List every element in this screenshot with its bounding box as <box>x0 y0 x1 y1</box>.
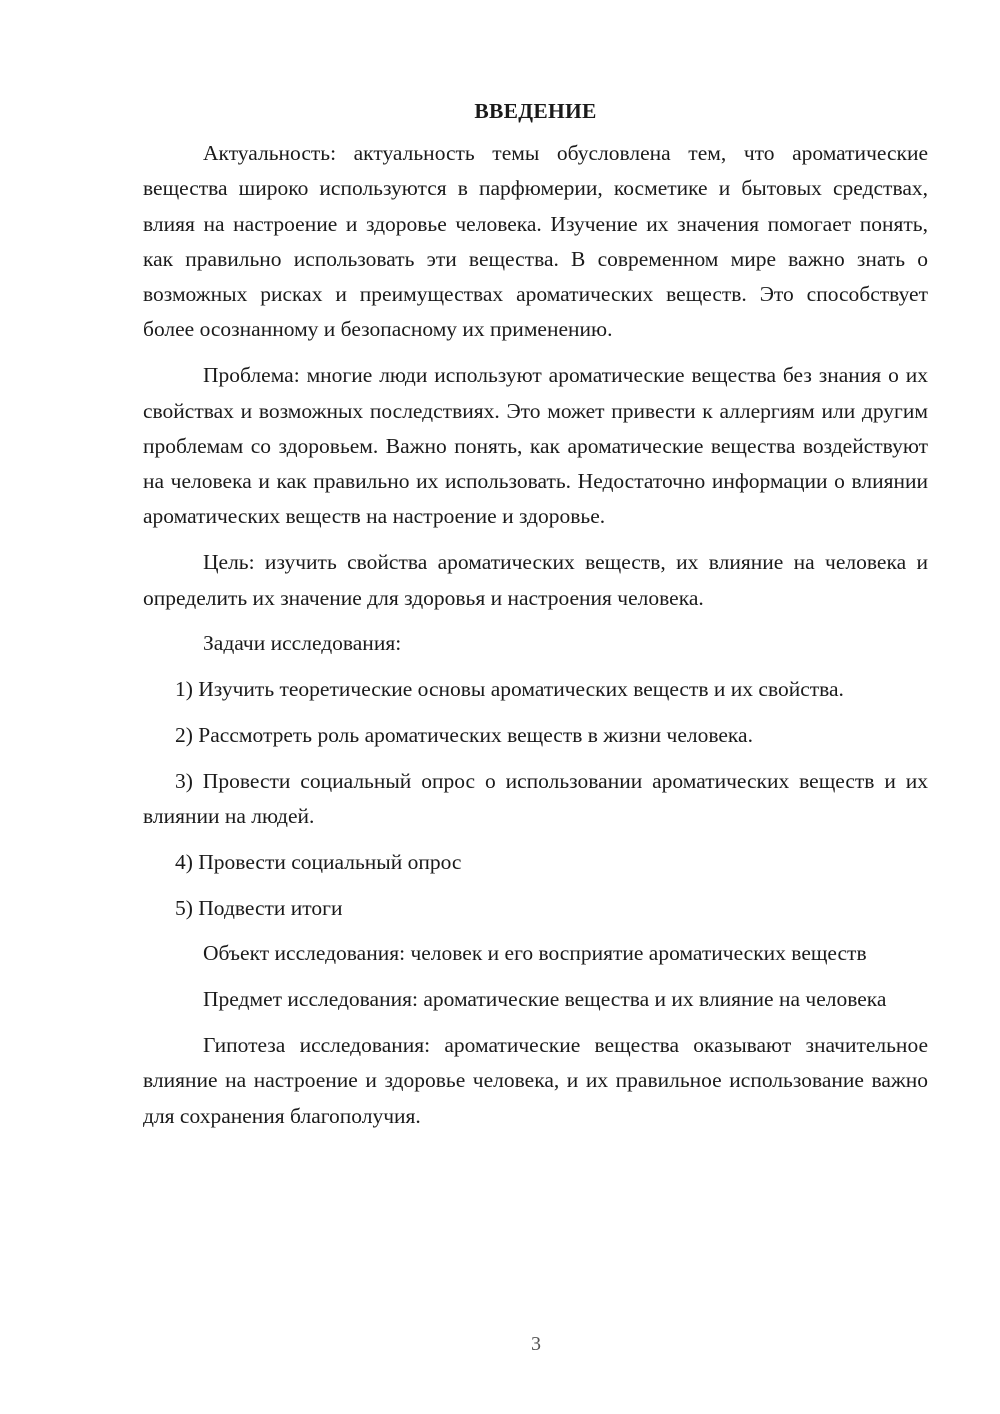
relevance-paragraph: Актуальность: актуальность темы обусловлена тем, что ароматические вещества широко используются в парфюмерии, косметике и бытовых средствах, влияя на настроение и здоровье человека. Изучение их значения помогает понять, как правильно использовать эти вещества. В современном мире важно знать о возможных рисках и преимуществах ароматических веществ. Это способствует более осознанному и безопасному их применению. <box>143 141 928 342</box>
task-item-3: 3) Провести социальный опрос о использовании ароматических веществ и их влиянии на людей. <box>143 768 928 829</box>
object-paragraph: Объект исследования: человек и его восприятие ароматических веществ <box>203 941 867 966</box>
page-number: 3 <box>531 1333 541 1355</box>
document-page <box>143 96 928 1134</box>
hypothesis-paragraph: Гипотеза исследования: ароматические вещества оказывают значительное влияние на настроение и здоровье человека, и их правильное использование важно для сохранения благополучия. <box>143 1033 928 1128</box>
tasks-heading: Задачи исследования: <box>203 631 402 656</box>
task-item-5: 5) Подвести итоги <box>175 895 343 920</box>
task-item-4: 4) Провести социальный опрос <box>175 849 462 874</box>
subject-paragraph: Предмет исследования: ароматические вещества и их влияние на человека <box>203 987 887 1012</box>
problem-paragraph: Проблема: многие люди используют ароматические вещества без знания о их свойствах и возможных последствиях. Это может привести к аллергиям или другим проблемам со здоровьем. Важно понять, как ароматические вещества воздействуют на человека и как правильно их использовать. Недостаточно информации о влиянии ароматических веществ на настроение и здоровье. <box>143 363 928 529</box>
section-title: ВВЕДЕНИЕ <box>474 99 597 123</box>
task-item-2: 2) Рассмотреть роль ароматических веществ в жизни человека. <box>175 722 753 747</box>
task-item-1: 1) Изучить теоретические основы ароматических веществ и их свойства. <box>175 677 844 702</box>
goal-paragraph: Цель: изучить свойства ароматических веществ, их влияние на человека и определить их значение для здоровья и настроения человека. <box>143 550 928 610</box>
